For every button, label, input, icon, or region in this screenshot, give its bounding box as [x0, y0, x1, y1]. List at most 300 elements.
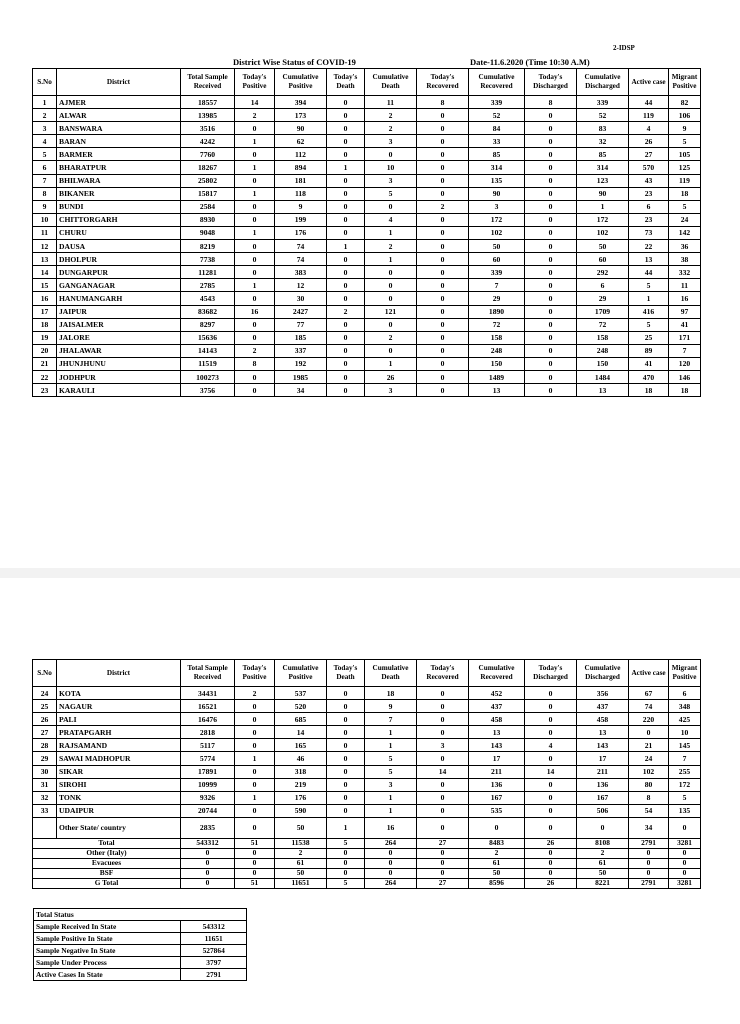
table-cell: 0 [629, 868, 669, 878]
table-row [33, 148, 701, 161]
table-cell: 0 [525, 804, 577, 817]
table-cell: 332 [669, 266, 701, 279]
table-cell: 83 [577, 122, 629, 135]
total-status-heading: Total Status [34, 909, 247, 921]
table-cell: 0 [525, 817, 577, 838]
table-cell: 1985 [275, 370, 327, 383]
table-cell: 0 [417, 187, 469, 200]
table-row [33, 370, 701, 383]
table-cell: 0 [327, 331, 365, 344]
table-cell: 15 [33, 279, 57, 292]
table-cell: 0 [235, 331, 275, 344]
table-cell: 0 [327, 200, 365, 213]
table-cell: 13 [577, 384, 629, 397]
table-cell: 0 [365, 266, 417, 279]
table-cell: 18557 [181, 96, 235, 109]
table-cell: 102 [469, 226, 525, 239]
table-cell: 0 [525, 700, 577, 713]
table-cell: 135 [669, 804, 701, 817]
table-cell: 73 [629, 226, 669, 239]
table-cell: 0 [327, 713, 365, 726]
status-label: Sample Received In State [34, 921, 181, 933]
table-cell: 7 [669, 752, 701, 765]
table-cell: 0 [525, 713, 577, 726]
table-cell: 0 [525, 187, 577, 200]
table-cell: 0 [327, 96, 365, 109]
district-name: JODHPUR [57, 370, 181, 383]
table-header-row [33, 69, 701, 96]
table-cell: 34 [629, 817, 669, 838]
table-cell: 10 [33, 213, 57, 226]
table-cell: 18 [669, 384, 701, 397]
table-row [33, 752, 701, 765]
table-cell: 150 [469, 357, 525, 370]
district-name: JHUNJHUNU [57, 357, 181, 370]
table-cell: 3281 [669, 838, 701, 848]
table-cell: 11519 [181, 357, 235, 370]
table-cell: 0 [417, 752, 469, 765]
table-cell: 0 [327, 370, 365, 383]
district-name: PALI [57, 713, 181, 726]
table-cell: 0 [669, 868, 701, 878]
table-cell: 0 [235, 213, 275, 226]
table-cell: 0 [327, 135, 365, 148]
table-cell: 264 [365, 878, 417, 888]
table-cell: 199 [275, 213, 327, 226]
table-cell: 100273 [181, 370, 235, 383]
table-cell: 1 [235, 135, 275, 148]
table-cell: 74 [275, 253, 327, 266]
table-cell: 2 [365, 122, 417, 135]
table-cell: 13 [629, 253, 669, 266]
table-cell: 0 [417, 253, 469, 266]
table-cell: 570 [629, 161, 669, 174]
district-name: Other State/ country [57, 817, 181, 838]
table-cell: 0 [417, 240, 469, 253]
table-cell: 8 [417, 96, 469, 109]
table-cell: 0 [417, 868, 469, 878]
table-cell: 11 [669, 279, 701, 292]
table-cell: 46 [275, 752, 327, 765]
status-row [34, 921, 247, 933]
table-row [33, 331, 701, 344]
table-cell: 85 [469, 148, 525, 161]
district-name: PRATAPGARH [57, 726, 181, 739]
table-cell: 1 [327, 240, 365, 253]
table-cell: 0 [525, 318, 577, 331]
table-cell: 0 [525, 213, 577, 226]
column-header: Active case [629, 69, 669, 96]
table-cell: 21 [33, 357, 57, 370]
table-cell: 348 [669, 700, 701, 713]
table-cell: 28 [33, 739, 57, 752]
table-row [33, 135, 701, 148]
column-header: Cumulative Positive [275, 69, 327, 96]
table-cell: 33 [33, 804, 57, 817]
table-row [33, 109, 701, 122]
table-cell: 8483 [469, 838, 525, 848]
table-cell: 26 [365, 370, 417, 383]
table-cell: 0 [327, 213, 365, 226]
table-cell: 1 [629, 292, 669, 305]
table-cell: 0 [525, 726, 577, 739]
table-cell: 17891 [181, 765, 235, 778]
district-name: BARAN [57, 135, 181, 148]
table-cell: 74 [629, 700, 669, 713]
district-name: BHILWARA [57, 174, 181, 187]
table-cell: 23 [33, 384, 57, 397]
table-cell: 13 [469, 384, 525, 397]
table-cell: 29 [577, 292, 629, 305]
table-cell: 0 [327, 226, 365, 239]
table-cell: 0 [525, 305, 577, 318]
table-cell: 0 [327, 765, 365, 778]
table-cell: 14 [33, 266, 57, 279]
table-cell: 0 [365, 200, 417, 213]
table-cell: 314 [469, 161, 525, 174]
table-cell: 0 [235, 804, 275, 817]
table-cell: 452 [469, 687, 525, 700]
table-cell: 8 [629, 791, 669, 804]
table-cell: 0 [417, 778, 469, 791]
table-cell: 2584 [181, 200, 235, 213]
document-page-2 [0, 578, 740, 1024]
table-cell: 3 [365, 174, 417, 187]
table-cell: 1 [235, 791, 275, 804]
table-cell: 0 [327, 752, 365, 765]
table-cell: 3 [33, 122, 57, 135]
table-row [33, 96, 701, 109]
table-cell: 0 [525, 226, 577, 239]
table-cell: 1 [235, 752, 275, 765]
table-cell: 15817 [181, 187, 235, 200]
table-cell: 1 [327, 161, 365, 174]
table-cell: 23 [629, 187, 669, 200]
table-cell: 0 [417, 817, 469, 838]
table-cell: 337 [275, 344, 327, 357]
table-cell: 176 [275, 791, 327, 804]
table-cell: 17 [577, 752, 629, 765]
table-cell: 0 [235, 122, 275, 135]
table-cell: 5 [669, 791, 701, 804]
table-cell: 26 [525, 878, 577, 888]
table-cell: 5 [365, 752, 417, 765]
table-cell: 85 [577, 148, 629, 161]
table-cell: 1709 [577, 305, 629, 318]
table-cell: 27 [629, 148, 669, 161]
table-cell [33, 817, 57, 838]
table-cell: 14 [235, 96, 275, 109]
table-cell: 0 [235, 266, 275, 279]
table-cell: 0 [525, 778, 577, 791]
table-cell: 0 [629, 858, 669, 868]
column-header: Cumulative Recovered [469, 660, 525, 687]
table-cell: 38 [669, 253, 701, 266]
table-cell: 6 [577, 279, 629, 292]
table-cell: 0 [365, 858, 417, 868]
table-cell: 5 [669, 135, 701, 148]
district-status-table-2 [32, 659, 701, 889]
table-cell: 4 [525, 739, 577, 752]
table-cell: 0 [235, 739, 275, 752]
table-cell: 51 [235, 838, 275, 848]
table-cell: 21 [629, 739, 669, 752]
table-cell: 0 [235, 700, 275, 713]
table-cell: 0 [417, 213, 469, 226]
table-row [33, 726, 701, 739]
table-cell: 4543 [181, 292, 235, 305]
table-cell: 5 [629, 279, 669, 292]
table-cell: 84 [469, 122, 525, 135]
column-header: Cumulative Discharged [577, 69, 629, 96]
total-status-table [33, 908, 247, 981]
table-cell: 41 [629, 357, 669, 370]
table-cell: 16 [33, 292, 57, 305]
column-header: Today's Recovered [417, 69, 469, 96]
table-cell: 12 [33, 240, 57, 253]
table-cell: 143 [577, 739, 629, 752]
table-cell: 30 [33, 765, 57, 778]
table-cell: 0 [365, 292, 417, 305]
table-row [33, 318, 701, 331]
table-cell: 0 [235, 765, 275, 778]
district-name: BHARATPUR [57, 161, 181, 174]
table-cell: 17 [469, 752, 525, 765]
table-cell: 3 [365, 135, 417, 148]
table-cell: 0 [235, 200, 275, 213]
table-cell: 74 [275, 240, 327, 253]
table-cell: 5117 [181, 739, 235, 752]
table-cell: 220 [629, 713, 669, 726]
table-cell: 89 [629, 344, 669, 357]
summary-row [33, 838, 701, 848]
column-header: District [57, 69, 181, 96]
table-cell: 0 [525, 135, 577, 148]
table-row [33, 344, 701, 357]
table-cell: 0 [365, 344, 417, 357]
table-cell: 458 [577, 713, 629, 726]
district-status-table-1 [32, 68, 701, 397]
table-cell: 0 [417, 161, 469, 174]
table-cell: 61 [275, 858, 327, 868]
table-cell: 22 [33, 370, 57, 383]
summary-row [33, 878, 701, 888]
table-cell: 0 [365, 848, 417, 858]
table-cell: 0 [525, 687, 577, 700]
table-cell: 1 [365, 804, 417, 817]
table-cell: 0 [327, 174, 365, 187]
table-cell: 0 [525, 858, 577, 868]
summary-row [33, 868, 701, 878]
table-cell: 4242 [181, 135, 235, 148]
table-cell: 105 [669, 148, 701, 161]
table-cell: 13985 [181, 109, 235, 122]
table-cell: 0 [327, 344, 365, 357]
table-cell: 118 [275, 187, 327, 200]
table-cell: 16476 [181, 713, 235, 726]
table-cell: 894 [275, 161, 327, 174]
table-cell: 0 [327, 357, 365, 370]
status-row [34, 933, 247, 945]
table-cell: 16 [669, 292, 701, 305]
column-header: District [57, 660, 181, 687]
table-cell: 0 [525, 240, 577, 253]
table-cell: 0 [235, 240, 275, 253]
table-cell: 7 [469, 279, 525, 292]
table-cell: 0 [417, 135, 469, 148]
table-cell: 0 [417, 726, 469, 739]
table-cell: 535 [469, 804, 525, 817]
table-cell: 25802 [181, 174, 235, 187]
table-cell: 145 [669, 739, 701, 752]
table-cell: 31 [33, 778, 57, 791]
table-cell: 192 [275, 357, 327, 370]
table-cell: 2 [235, 687, 275, 700]
table-cell: 2 [417, 200, 469, 213]
table-cell: 0 [525, 148, 577, 161]
table-cell: 9 [365, 700, 417, 713]
column-header: Today's Positive [235, 660, 275, 687]
table-cell: 416 [629, 305, 669, 318]
table-cell: 7 [365, 713, 417, 726]
table-cell: 11281 [181, 266, 235, 279]
table-cell: 24 [629, 752, 669, 765]
table-cell: 82 [669, 96, 701, 109]
table-cell: 437 [469, 700, 525, 713]
table-cell: 2 [365, 109, 417, 122]
status-value: 527864 [181, 945, 247, 957]
table-cell: 77 [275, 318, 327, 331]
table-row [33, 804, 701, 817]
table-row [33, 122, 701, 135]
table-cell: 0 [417, 305, 469, 318]
table-cell: 41 [669, 318, 701, 331]
district-name: AJMER [57, 96, 181, 109]
table-cell: 172 [469, 213, 525, 226]
table-cell: 1 [365, 226, 417, 239]
table-row [33, 161, 701, 174]
table-cell: 0 [417, 174, 469, 187]
district-name: JAIPUR [57, 305, 181, 318]
district-name: KOTA [57, 687, 181, 700]
table-cell: 32 [33, 791, 57, 804]
table-cell: 119 [669, 174, 701, 187]
table-cell: 135 [469, 174, 525, 187]
table-cell: 61 [469, 858, 525, 868]
table-cell: 1 [33, 96, 57, 109]
table-cell: 72 [469, 318, 525, 331]
table-cell: 150 [577, 357, 629, 370]
summary-label: Evacuees [33, 858, 181, 868]
table-cell: 0 [235, 817, 275, 838]
table-cell: 24 [33, 687, 57, 700]
table-cell: 0 [669, 817, 701, 838]
table-cell: 3 [365, 778, 417, 791]
status-label: Sample Negative In State [34, 945, 181, 957]
column-header: Cumulative Death [365, 660, 417, 687]
table-cell: 112 [275, 148, 327, 161]
table-cell: 0 [417, 357, 469, 370]
table-cell: 0 [417, 848, 469, 858]
table-cell: 18 [365, 687, 417, 700]
column-header: Today's Death [327, 660, 365, 687]
table-cell: 60 [577, 253, 629, 266]
table-cell: 458 [469, 713, 525, 726]
table-cell: 3756 [181, 384, 235, 397]
table-cell: 1890 [469, 305, 525, 318]
table-cell: 0 [327, 858, 365, 868]
column-header: Cumulative Discharged [577, 660, 629, 687]
table-cell: 0 [417, 318, 469, 331]
table-cell: 0 [235, 370, 275, 383]
table-row [33, 200, 701, 213]
table-cell: 2 [365, 240, 417, 253]
column-header: Total Sample Received [181, 69, 235, 96]
table-cell: 29 [33, 752, 57, 765]
table-cell: 33 [469, 135, 525, 148]
table-cell: 9048 [181, 226, 235, 239]
table-cell: 20 [33, 344, 57, 357]
table-cell: 8221 [577, 878, 629, 888]
table-row [33, 292, 701, 305]
table-cell: 2 [235, 109, 275, 122]
table-row [33, 778, 701, 791]
table-cell: 23 [629, 213, 669, 226]
table-cell: 0 [327, 739, 365, 752]
table-cell: 339 [469, 266, 525, 279]
table-cell: 5 [629, 318, 669, 331]
table-cell: 18 [669, 187, 701, 200]
table-cell: 16521 [181, 700, 235, 713]
table-cell: 0 [235, 384, 275, 397]
table-cell: 5 [365, 187, 417, 200]
table-cell: 0 [525, 122, 577, 135]
table-cell: 2427 [275, 305, 327, 318]
table-cell: 2 [577, 848, 629, 858]
table-cell: 318 [275, 765, 327, 778]
table-row [33, 279, 701, 292]
district-name: SIROHI [57, 778, 181, 791]
table-cell: 3 [469, 200, 525, 213]
table-cell: 7738 [181, 253, 235, 266]
table-cell: 5774 [181, 752, 235, 765]
table-cell: 1 [235, 161, 275, 174]
table-cell: 0 [417, 370, 469, 383]
table-cell: 0 [235, 778, 275, 791]
table-cell: 1 [365, 253, 417, 266]
table-cell: 0 [417, 148, 469, 161]
table-cell: 14143 [181, 344, 235, 357]
table-row [33, 791, 701, 804]
table-row [33, 266, 701, 279]
table-header-row [33, 660, 701, 687]
table-cell: 0 [525, 161, 577, 174]
table-cell: 0 [327, 687, 365, 700]
table-cell: 0 [235, 292, 275, 305]
table-cell: 0 [327, 868, 365, 878]
table-cell: 12 [275, 279, 327, 292]
table-cell: 0 [327, 253, 365, 266]
column-header: Migrant Positive [669, 69, 701, 96]
table-cell: 8 [235, 357, 275, 370]
district-name: ALWAR [57, 109, 181, 122]
table-cell: 43 [629, 174, 669, 187]
table-cell: 0 [525, 279, 577, 292]
status-label: Sample Under Process [34, 957, 181, 969]
table-cell: 172 [577, 213, 629, 226]
table-cell: 0 [181, 858, 235, 868]
table-cell: 27 [33, 726, 57, 739]
